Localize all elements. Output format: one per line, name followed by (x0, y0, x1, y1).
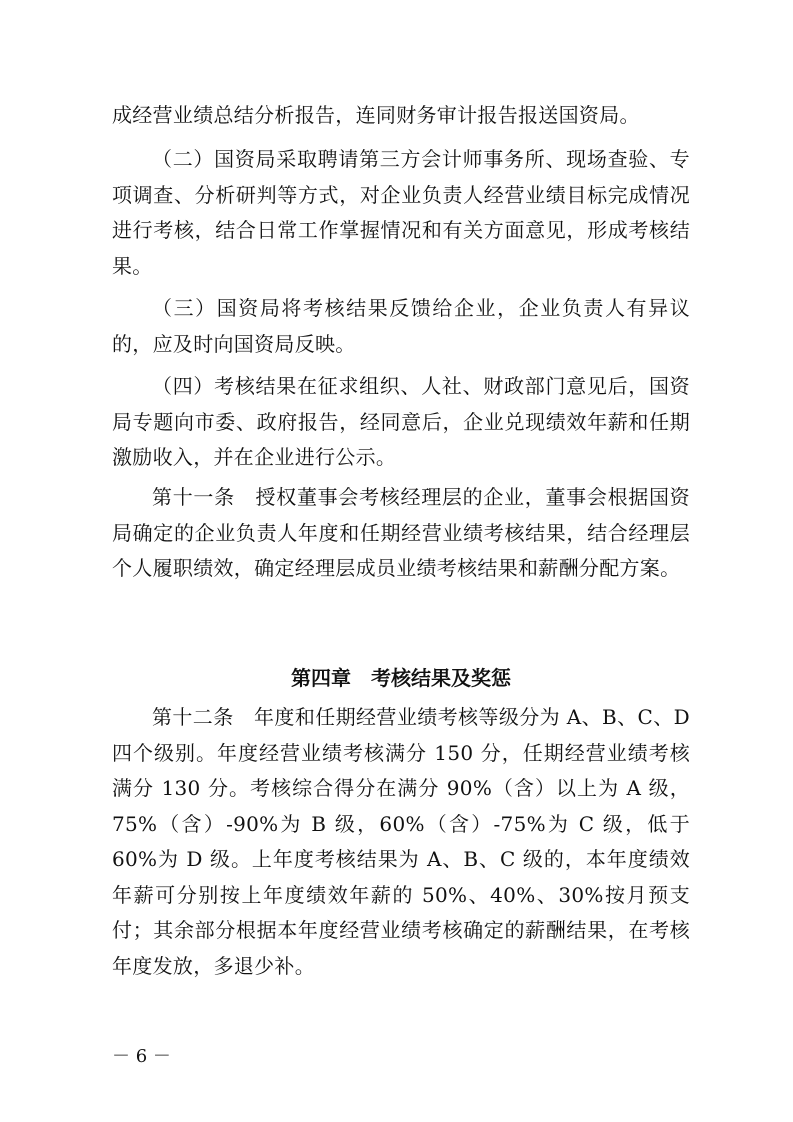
chapter-title: 第四章 考核结果及奖惩 (291, 666, 511, 690)
article-12: 第十二条 年度和任期经营业绩考核等级分为 A、B、C、D 四个级别。年度经营业绩考核满分 150 分，任期经营业绩考核满分 130 分。考核综合得分在满分 90%（含）以上为 A 级，75%（含）-90%为 B 级，60%（含）-75%为 C 级，低于 60%为 D 级。上年度考核结果为 A、B、C 级的，本年度绩效年薪可分别按上年度绩效年薪的 50%、40%、30%按月预支付；其余部分根据本年度经营业绩考核确定的薪酬结果，在考核年度发放，多退少补。 (112, 705, 690, 978)
article-11: 第十一条 授权董事会考核经理层的企业，董事会根据国资局确定的企业负责人年度和任期经营业绩考核结果，结合经理层个人履职绩效，确定经理层成员业绩考核结果和薪酬分配方案。 (112, 485, 690, 580)
paragraph-item-3: （三）国资局将考核结果反馈给企业，企业负责人有异议的，应及时向国资局反映。 (112, 296, 690, 356)
paragraph-continuation: 成经营业绩总结分析报告，连同财务审计报告报送国资局。 (112, 103, 640, 127)
paragraph-item-2: （二）国资局采取聘请第三方会计师事务所、现场查验、专项调查、分析研判等方式，对企业负责人经营业绩目标完成情况进行考核，结合日常工作掌握情况和有关方面意见，形成考核结果。 (112, 147, 690, 278)
paragraph-item-4: （四）考核结果在征求组织、人社、财政部门意见后，国资局专题向市委、政府报告，经同意后，企业兑现绩效年薪和任期激励收入，并在企业进行公示。 (112, 374, 690, 469)
page-number: － 6 － (112, 1046, 171, 1067)
